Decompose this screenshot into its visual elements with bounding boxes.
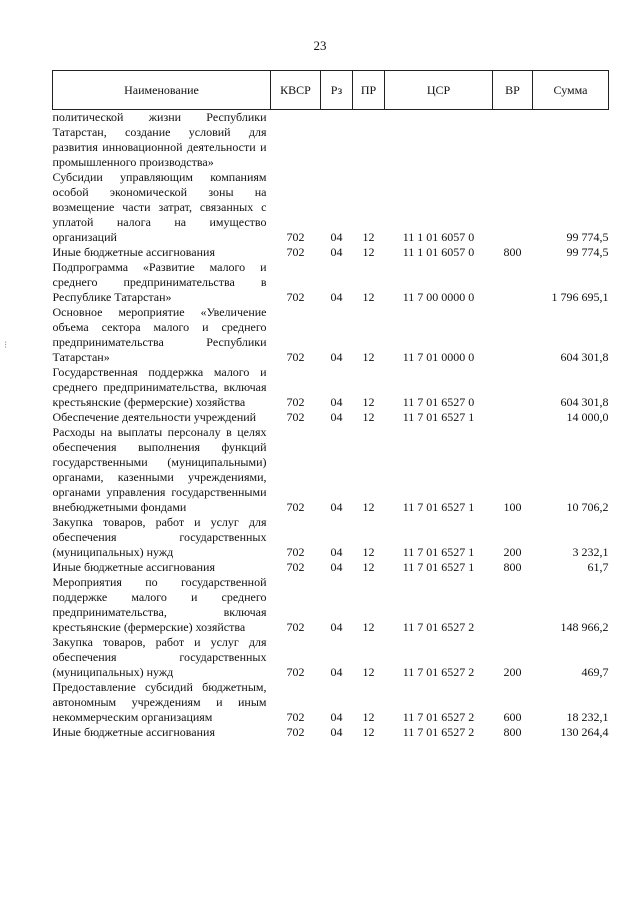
row-name-text: Иные бюджетные ассигнования	[52, 245, 215, 259]
header-name: Наименование	[53, 71, 271, 110]
cell-csr: 11 7 01 6527 2	[402, 710, 475, 724]
cell-rz: 04	[330, 545, 343, 559]
cell-vr: 600	[503, 710, 522, 724]
cell-vr: 200	[503, 665, 522, 679]
row-name-text: Иные бюджетные ассигнования	[52, 560, 215, 574]
cell-pr: 12	[362, 725, 375, 739]
cell-pr: 12	[362, 710, 375, 724]
cell-name	[53, 365, 271, 410]
cell-vr	[493, 305, 533, 365]
cell-sum: 604 301,8	[560, 395, 609, 409]
row-name-text: Закупка товаров, работ и услуг для обеспечения государственных (муниципальных) нужд	[52, 515, 267, 559]
cell-pr: 12	[362, 560, 375, 574]
cell-rz: 04	[330, 620, 343, 634]
row-name-text: Обеспечение деятельности учреждений	[52, 410, 257, 424]
cell-name	[53, 425, 271, 515]
table-row	[53, 560, 609, 575]
cell-vr	[493, 260, 533, 305]
cell-vr	[493, 110, 533, 171]
table-row	[53, 680, 609, 725]
cell-csr: 11 7 01 6527 2	[402, 725, 475, 739]
cell-sum: 604 301,8	[560, 350, 609, 364]
cell-csr: 11 1 01 6057 0	[402, 245, 475, 259]
cell-sum: 148 966,2	[560, 620, 609, 634]
table-row	[53, 575, 609, 635]
cell-kvsr: 702	[286, 395, 305, 409]
table-row	[53, 245, 609, 260]
cell-rz: 04	[330, 245, 343, 259]
cell-kvsr: 702	[286, 410, 305, 424]
cell-kvsr: 702	[286, 665, 305, 679]
cell-pr: 12	[362, 395, 375, 409]
cell-rz: 04	[330, 665, 343, 679]
row-name-text: Расходы на выплаты персоналу в целях обеспечения выполнения функций государственными (муниципальными) органами, казенными учреждениями, органами управления государственными внебюджетными фондами	[52, 425, 267, 514]
cell-kvsr: 702	[286, 725, 305, 739]
cell-name	[53, 305, 271, 365]
cell-csr: 11 7 01 0000 0	[402, 350, 475, 364]
cell-vr	[493, 575, 533, 635]
cell-csr: 11 7 01 6527 1	[402, 545, 475, 559]
table-row	[53, 170, 609, 245]
cell-kvsr: 702	[286, 620, 305, 634]
cell-sum: 1 796 695,1	[551, 290, 609, 304]
cell-kvsr: 702	[286, 710, 305, 724]
cell-kvsr: 702	[286, 290, 305, 304]
cell-rz: 04	[330, 350, 343, 364]
row-name-text: политической жизни Республики Татарстан, создание условий для развития инновационной деятельности и промышленного производства»	[52, 110, 267, 169]
cell-pr: 12	[362, 230, 375, 244]
cell-pr: 12	[362, 245, 375, 259]
cell-sum: 3 232,1	[572, 545, 609, 559]
header-vr: ВР	[493, 71, 533, 110]
cell-vr: 200	[503, 545, 522, 559]
table-row	[53, 635, 609, 680]
header-kvsr: КВСР	[271, 71, 321, 110]
cell-name	[53, 560, 271, 575]
cell-sum: 469,7	[581, 665, 609, 679]
cell-kvsr: 702	[286, 230, 305, 244]
cell-rz: 04	[330, 290, 343, 304]
cell-rz: 04	[330, 560, 343, 574]
cell-rz: 04	[330, 230, 343, 244]
cell-rz	[321, 110, 353, 171]
cell-sum: 130 264,4	[560, 725, 609, 739]
row-name-text: Основное мероприятие «Увеличение объема сектора малого и среднего предпринимательства Республики Татарстан»	[52, 305, 267, 364]
cell-rz: 04	[330, 725, 343, 739]
cell-csr: 11 1 01 6057 0	[402, 230, 475, 244]
header-rz: Рз	[321, 71, 353, 110]
table-row	[53, 260, 609, 305]
row-name-text: Мероприятия по государственной поддержке малого и среднего предпринимательства, включая крестьянские (фермерские) хозяйства	[52, 575, 267, 634]
table-row	[53, 110, 609, 171]
cell-vr: 800	[503, 245, 522, 259]
cell-rz: 04	[330, 410, 343, 424]
cell-pr: 12	[362, 500, 375, 514]
table-row	[53, 365, 609, 410]
cell-csr: 11 7 00 0000 0	[402, 290, 475, 304]
cell-sum: 99 774,5	[566, 245, 609, 259]
cell-name	[53, 635, 271, 680]
cell-kvsr: 702	[286, 350, 305, 364]
cell-vr: 100	[503, 500, 522, 514]
cell-pr: 12	[362, 545, 375, 559]
table-row	[53, 425, 609, 515]
cell-csr: 11 7 01 6527 1	[402, 410, 475, 424]
row-name-text: Субсидии управляющим компаниям особой экономической зоны на возмещение части затрат, связанных с уплатой налога на имущество организаций	[52, 170, 267, 244]
table-header	[53, 71, 609, 110]
cell-csr: 11 7 01 6527 2	[402, 665, 475, 679]
cell-sum: 18 232,1	[566, 710, 609, 724]
table-row	[53, 410, 609, 425]
cell-pr: 12	[362, 290, 375, 304]
cell-name	[53, 575, 271, 635]
row-name-text: Подпрограмма «Развитие малого и среднего предпринимательства в Республике Татарстан»	[52, 260, 267, 304]
cell-sum: 99 774,5	[566, 230, 609, 244]
cell-name	[53, 680, 271, 725]
cell-pr: 12	[362, 665, 375, 679]
header-pr: ПР	[353, 71, 385, 110]
cell-name	[53, 515, 271, 560]
cell-name	[53, 260, 271, 305]
margin-mark: ⁝	[4, 340, 8, 351]
cell-rz: 04	[330, 500, 343, 514]
page-number: 23	[313, 38, 327, 53]
header-sum: Сумма	[533, 71, 609, 110]
cell-name	[53, 410, 271, 425]
cell-vr	[493, 410, 533, 425]
cell-pr	[353, 110, 385, 171]
cell-rz: 04	[330, 395, 343, 409]
row-name-text: Иные бюджетные ассигнования	[52, 725, 215, 739]
table-row	[53, 305, 609, 365]
budget-table	[52, 70, 609, 740]
row-name-text: Государственная поддержка малого и среднего предпринимательства, включая крестьянские (фермерские) хозяйства	[52, 365, 267, 409]
cell-sum: 14 000,0	[566, 410, 609, 424]
cell-name	[53, 170, 271, 245]
cell-csr	[385, 110, 493, 171]
cell-name	[53, 110, 271, 171]
cell-csr: 11 7 01 6527 1	[402, 500, 475, 514]
cell-vr	[493, 170, 533, 245]
cell-kvsr: 702	[286, 245, 305, 259]
header-csr: ЦСР	[385, 71, 493, 110]
cell-kvsr: 702	[286, 560, 305, 574]
table-row	[53, 725, 609, 740]
cell-vr: 800	[503, 560, 522, 574]
table-body	[53, 110, 609, 741]
cell-vr	[493, 365, 533, 410]
cell-csr: 11 7 01 6527 2	[402, 620, 475, 634]
cell-sum: 10 706,2	[566, 500, 609, 514]
cell-pr: 12	[362, 350, 375, 364]
cell-sum: 61,7	[587, 560, 609, 574]
cell-name	[53, 725, 271, 740]
cell-pr: 12	[362, 410, 375, 424]
cell-kvsr: 702	[286, 545, 305, 559]
cell-kvsr: 702	[286, 500, 305, 514]
cell-name	[53, 245, 271, 260]
row-name-text: Предоставление субсидий бюджетным, автономным учреждениям и иным некоммерческим организациям	[52, 680, 267, 724]
cell-pr: 12	[362, 620, 375, 634]
row-name-text: Закупка товаров, работ и услуг для обеспечения государственных (муниципальных) нужд	[52, 635, 267, 679]
cell-csr: 11 7 01 6527 0	[402, 395, 475, 409]
cell-rz: 04	[330, 710, 343, 724]
cell-vr: 800	[503, 725, 522, 739]
cell-sum	[533, 110, 609, 171]
cell-kvsr	[271, 110, 321, 171]
table-row	[53, 515, 609, 560]
cell-csr: 11 7 01 6527 1	[402, 560, 475, 574]
